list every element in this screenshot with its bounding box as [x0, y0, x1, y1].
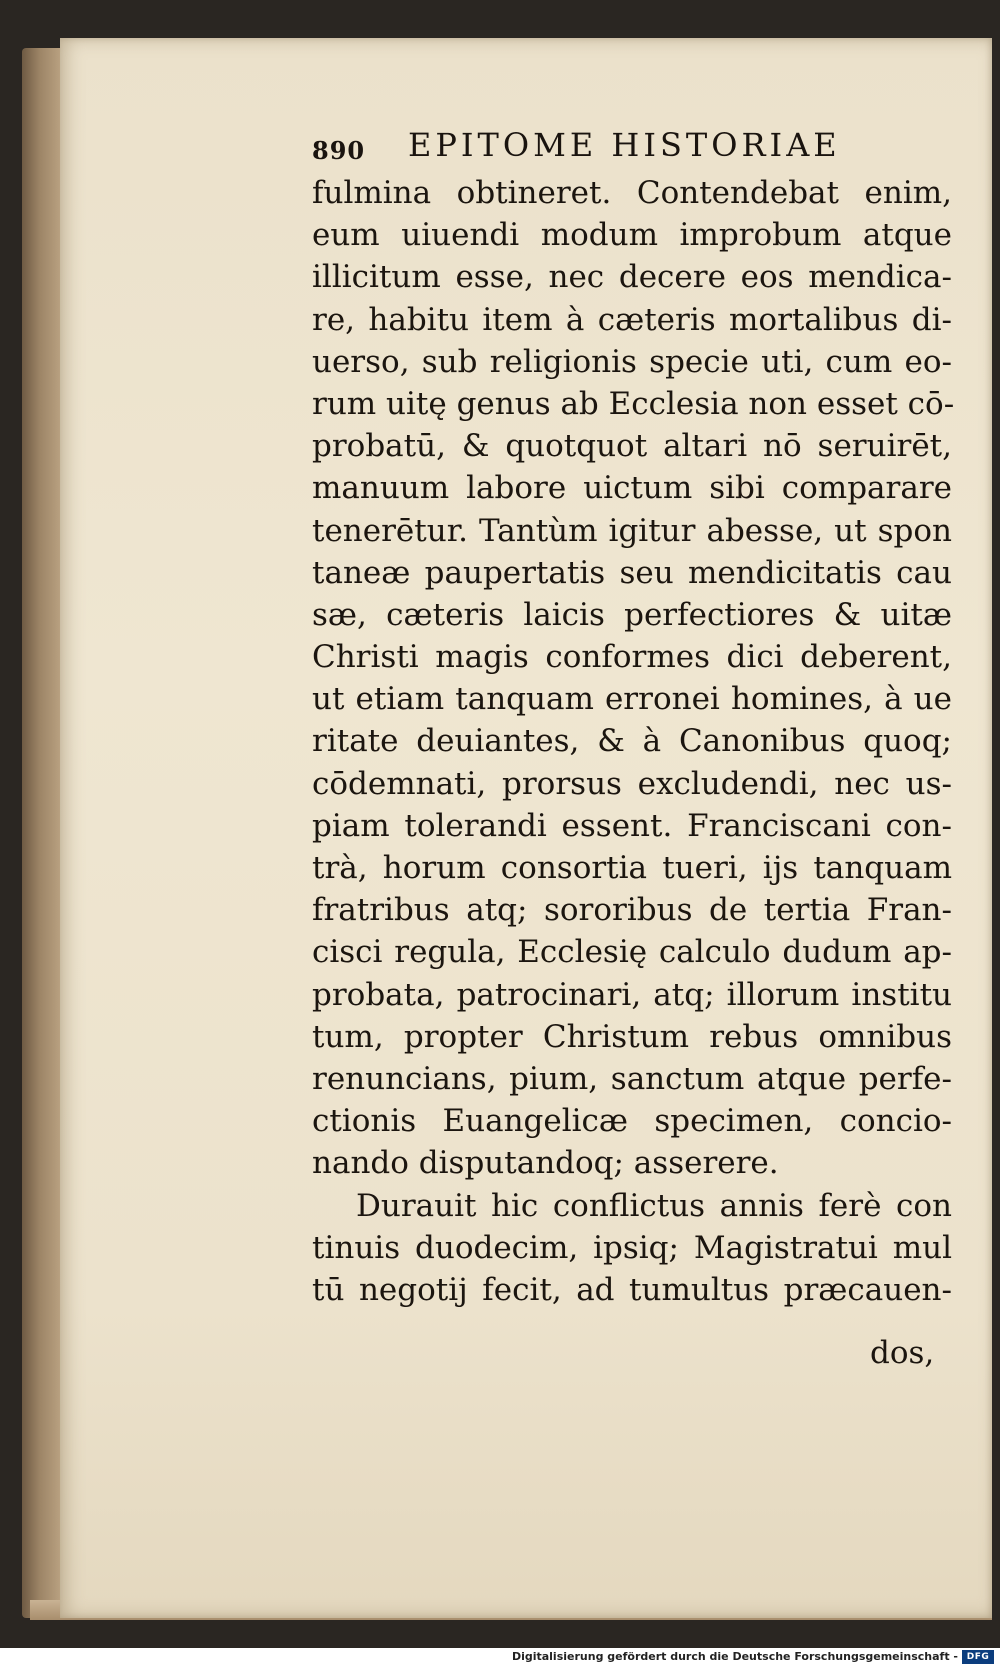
text-line: renuncians, pium, sanctum atque perfe- [312, 1060, 952, 1097]
text-line: tū negotij fecit, ad tumultus præcauen- [312, 1271, 952, 1308]
text-line: probatū, & quotquot altari nō seruirēt, [312, 428, 952, 465]
text-line: nando disputandoq; asserere. [312, 1145, 779, 1182]
page-number: 890 [312, 136, 366, 165]
running-title: EPITOME HISTORIAE [408, 126, 841, 164]
body-text [312, 172, 955, 1311]
text-line: cōdemnati, prorsus excludendi, nec us- [312, 765, 952, 802]
text-line: fulmina obtineret. Contendebat enim, [312, 175, 952, 211]
text-line: probata, patrocinari, atq; illorum institu [312, 976, 952, 1013]
text-line: ritate deuiantes, & à Canonibus quoq; [312, 723, 952, 760]
dfg-logo: DFG [962, 1650, 994, 1664]
funding-credit: Digitalisierung gefördert durch die Deutsche Forschungsgemeinschaft - [511, 1650, 958, 1663]
text-line: illicitum esse, nec decere eos mendica- [312, 259, 952, 296]
text-line: tum, propter Christum rebus omnibus [312, 1018, 952, 1055]
text-line: rum uitę genus ab Ecclesia non esset cō- [312, 385, 955, 422]
text-line: eum uiuendi modum improbum atque [312, 217, 952, 254]
catchword: dos, [870, 1335, 935, 1371]
text-line: cisci regula, Ecclesię calculo dudum ap- [312, 934, 952, 971]
digitization-footer [0, 1648, 1000, 1667]
text-line: re, habitu item à cæteris mortalibus di- [312, 301, 952, 338]
text-line: ctionis Euangelicæ specimen, concio- [312, 1103, 952, 1140]
text-line: manuum labore uictum sibi comparare [312, 470, 952, 507]
text-line: tinuis duodecim, ipsiq; Magistratui mul [312, 1229, 952, 1266]
text-line: piam tolerandi essent. Franciscani con- [312, 807, 952, 844]
text-line: fratribus atq; sororibus de tertia Fran- [312, 892, 952, 929]
text-line: uerso, sub religionis specie uti, cum eo- [312, 343, 952, 380]
text-line: trà, horum consortia tueri, ijs tanquam [312, 850, 952, 886]
text-line: tenerētur. Tantùm igitur abesse, ut spon [312, 512, 952, 549]
text-line: taneæ paupertatis seu mendicitatis cau [312, 554, 952, 591]
page-header [312, 124, 952, 170]
text-line: sæ, cæteris laicis perfectiores & uitæ [312, 596, 952, 633]
text-line: Durauit hic conflictus annis ferè con [356, 1187, 952, 1224]
text-line: ut etiam tanquam erronei homines, à ue [312, 681, 952, 718]
text-line: Christi magis conformes dici deberent, [312, 639, 952, 676]
